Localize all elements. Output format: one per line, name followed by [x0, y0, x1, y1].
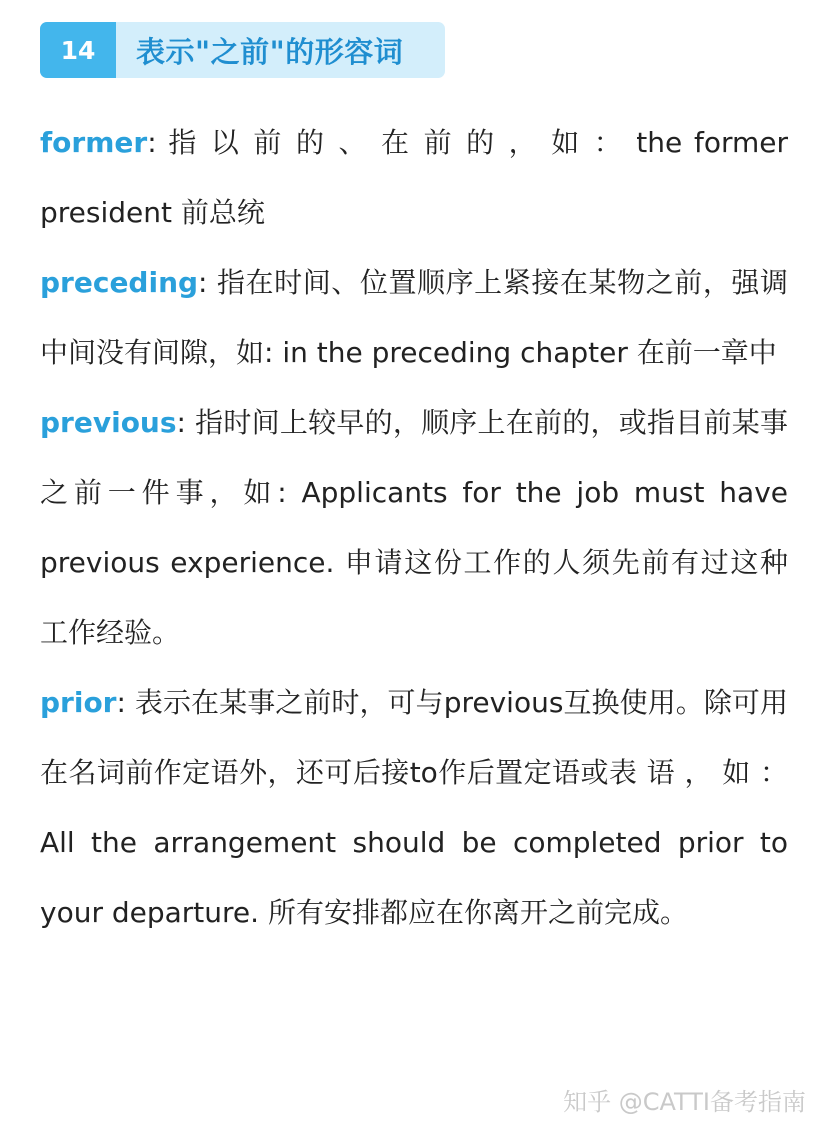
section-header: [40, 22, 445, 78]
entry-previous: [40, 388, 788, 668]
entry-term: former: [40, 126, 148, 159]
watermark: 知乎 @CATTI备考指南: [563, 1088, 806, 1116]
entry-term: preceding: [40, 266, 199, 299]
entry-text: : 指 以 前 的 、 在 前 的 ， 如 ： the former president 前总统: [40, 126, 788, 229]
entry-former: [40, 108, 788, 248]
entry-preceding: [40, 248, 788, 388]
entry-text: : 指在时间、位置顺序上紧接在某物之前，强调中间没有间隙，如: in the preceding chapter 在前一章中: [40, 266, 788, 369]
section-number: 14: [40, 22, 116, 78]
entry-text: : 表示在某事之前时，可与previous互换使用。除可用在名词前作定语外，还可后接to作后置定语或表 语 ， 如 ： All the arrangement should be completed prior to your departure. 所有安排都应在你离开之前完成。: [40, 686, 788, 929]
section-title: 表示"之前"的形容词: [136, 34, 404, 69]
entry-term: prior: [40, 686, 117, 719]
entry-list: [40, 108, 788, 948]
entry-prior: [40, 668, 788, 948]
entry-text: : 指时间上较早的，顺序上在前的，或指目前某事之前一件事，如: Applicants for the job must have previous experience. 申请这份工作的人须先前有过这种工作经验。: [40, 406, 788, 649]
entry-term: previous: [40, 406, 177, 439]
